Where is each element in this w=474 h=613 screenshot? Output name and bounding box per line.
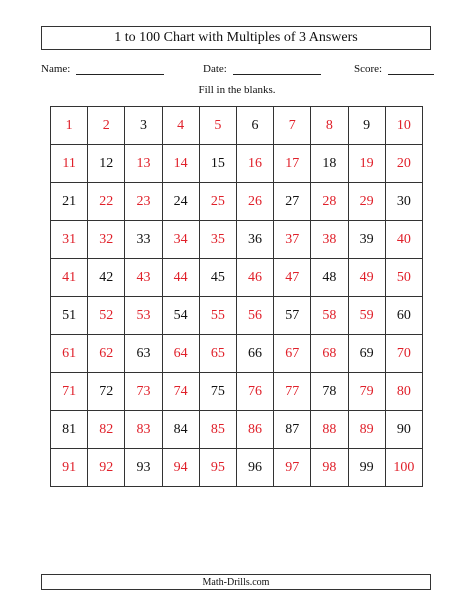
grid-row [51, 297, 423, 335]
answer-cell: 64 [162, 335, 199, 373]
answer-cell: 58 [311, 297, 348, 335]
given-cell: 6 [236, 107, 273, 145]
answer-cell: 22 [88, 183, 125, 221]
answer-cell: 29 [348, 183, 385, 221]
answer-cell: 73 [125, 373, 162, 411]
given-cell: 93 [125, 449, 162, 487]
given-cell: 24 [162, 183, 199, 221]
answer-cell: 25 [199, 183, 236, 221]
given-cell: 54 [162, 297, 199, 335]
answer-cell: 61 [51, 335, 88, 373]
worksheet-title: 1 to 100 Chart with Multiples of 3 Answers [41, 26, 431, 50]
given-cell: 51 [51, 297, 88, 335]
answer-cell: 55 [199, 297, 236, 335]
answer-cell: 50 [385, 259, 422, 297]
grid-row [51, 183, 423, 221]
score-label: Score: [354, 63, 383, 75]
answer-cell: 5 [199, 107, 236, 145]
answer-cell: 86 [236, 411, 273, 449]
answer-cell: 35 [199, 221, 236, 259]
given-cell: 30 [385, 183, 422, 221]
instructions: Fill in the blanks. [198, 84, 276, 96]
answer-cell: 40 [385, 221, 422, 259]
grid-row [51, 145, 423, 183]
answer-cell: 17 [274, 145, 311, 183]
answer-cell: 49 [348, 259, 385, 297]
answer-cell: 62 [88, 335, 125, 373]
answer-cell: 28 [311, 183, 348, 221]
grid-row [51, 373, 423, 411]
given-cell: 66 [236, 335, 273, 373]
name-blank[interactable] [76, 62, 164, 75]
answer-cell: 10 [385, 107, 422, 145]
given-cell: 3 [125, 107, 162, 145]
answer-cell: 11 [51, 145, 88, 183]
given-cell: 60 [385, 297, 422, 335]
answer-cell: 32 [88, 221, 125, 259]
answer-cell: 70 [385, 335, 422, 373]
answer-cell: 38 [311, 221, 348, 259]
answer-cell: 7 [274, 107, 311, 145]
answer-cell: 67 [274, 335, 311, 373]
date-field [203, 62, 321, 75]
answer-cell: 85 [199, 411, 236, 449]
grid-row [51, 221, 423, 259]
given-cell: 48 [311, 259, 348, 297]
answer-cell: 19 [348, 145, 385, 183]
answer-cell: 82 [88, 411, 125, 449]
given-cell: 42 [88, 259, 125, 297]
score-blank[interactable] [388, 62, 434, 75]
given-cell: 39 [348, 221, 385, 259]
answer-cell: 88 [311, 411, 348, 449]
given-cell: 18 [311, 145, 348, 183]
score-field [354, 62, 434, 75]
given-cell: 75 [199, 373, 236, 411]
answer-cell: 83 [125, 411, 162, 449]
answer-cell: 46 [236, 259, 273, 297]
grid-row [51, 411, 423, 449]
given-cell: 63 [125, 335, 162, 373]
given-cell: 9 [348, 107, 385, 145]
answer-cell: 76 [236, 373, 273, 411]
info-row [41, 62, 433, 78]
answer-cell: 37 [274, 221, 311, 259]
date-blank[interactable] [233, 62, 321, 75]
given-cell: 96 [236, 449, 273, 487]
answer-cell: 74 [162, 373, 199, 411]
hundred-chart-grid [50, 106, 423, 487]
given-cell: 15 [199, 145, 236, 183]
given-cell: 69 [348, 335, 385, 373]
answer-cell: 41 [51, 259, 88, 297]
given-cell: 45 [199, 259, 236, 297]
answer-cell: 14 [162, 145, 199, 183]
given-cell: 87 [274, 411, 311, 449]
answer-cell: 31 [51, 221, 88, 259]
answer-cell: 4 [162, 107, 199, 145]
answer-cell: 80 [385, 373, 422, 411]
given-cell: 78 [311, 373, 348, 411]
grid-row [51, 107, 423, 145]
answer-cell: 95 [199, 449, 236, 487]
answer-cell: 94 [162, 449, 199, 487]
answer-cell: 16 [236, 145, 273, 183]
answer-cell: 92 [88, 449, 125, 487]
given-cell: 12 [88, 145, 125, 183]
answer-cell: 52 [88, 297, 125, 335]
answer-cell: 71 [51, 373, 88, 411]
answer-cell: 56 [236, 297, 273, 335]
answer-cell: 26 [236, 183, 273, 221]
given-cell: 57 [274, 297, 311, 335]
answer-cell: 77 [274, 373, 311, 411]
grid-row [51, 259, 423, 297]
date-label: Date: [203, 63, 227, 75]
given-cell: 36 [236, 221, 273, 259]
footer: Math-Drills.com [41, 574, 431, 590]
grid-row [51, 449, 423, 487]
given-cell: 81 [51, 411, 88, 449]
grid-body [51, 107, 423, 487]
answer-cell: 1 [51, 107, 88, 145]
answer-cell: 2 [88, 107, 125, 145]
answer-cell: 8 [311, 107, 348, 145]
answer-cell: 20 [385, 145, 422, 183]
answer-cell: 100 [385, 449, 422, 487]
answer-cell: 34 [162, 221, 199, 259]
answer-cell: 23 [125, 183, 162, 221]
given-cell: 90 [385, 411, 422, 449]
name-field [41, 62, 164, 75]
answer-cell: 97 [274, 449, 311, 487]
answer-cell: 13 [125, 145, 162, 183]
answer-cell: 53 [125, 297, 162, 335]
given-cell: 21 [51, 183, 88, 221]
answer-cell: 43 [125, 259, 162, 297]
given-cell: 27 [274, 183, 311, 221]
grid-row [51, 335, 423, 373]
given-cell: 99 [348, 449, 385, 487]
answer-cell: 79 [348, 373, 385, 411]
answer-cell: 91 [51, 449, 88, 487]
answer-cell: 59 [348, 297, 385, 335]
name-label: Name: [41, 63, 71, 75]
answer-cell: 98 [311, 449, 348, 487]
given-cell: 84 [162, 411, 199, 449]
answer-cell: 89 [348, 411, 385, 449]
answer-cell: 65 [199, 335, 236, 373]
given-cell: 72 [88, 373, 125, 411]
answer-cell: 68 [311, 335, 348, 373]
given-cell: 33 [125, 221, 162, 259]
answer-cell: 44 [162, 259, 199, 297]
answer-cell: 47 [274, 259, 311, 297]
